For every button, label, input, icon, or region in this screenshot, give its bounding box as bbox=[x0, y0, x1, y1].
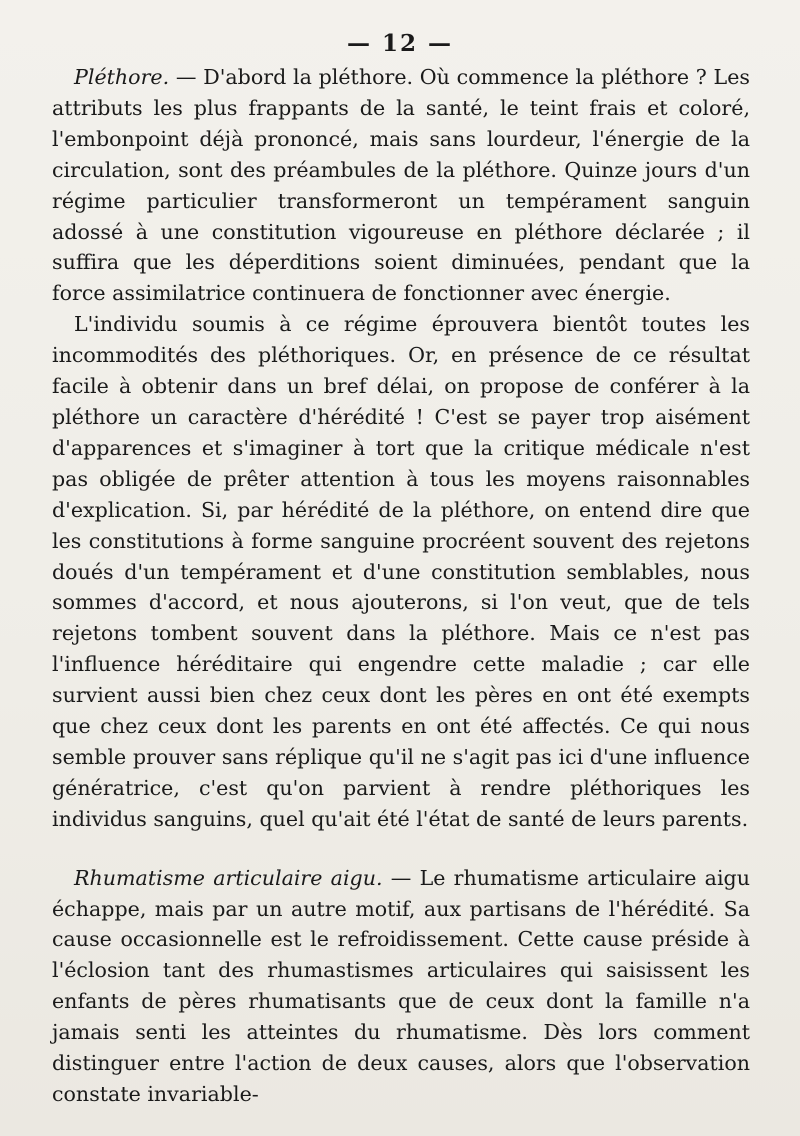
section-gap bbox=[52, 835, 750, 863]
section-heading-plethore: Pléthore. bbox=[74, 65, 170, 89]
paragraph-text: — Le rhumatisme articulaire aigu échappe, mais par un autre motif, aux partisans de l'hérédité. Sa cause occasionnelle est le refroidissement. Cette cause préside à l'éclosion tant des rhumastismes articulaires qui saisissent les enfants de pères rhumatisants que de ceux dont la famille n'a jamais senti les atteintes du rhumatisme. Dès lors comment distinguer entre l'action de deux causes, alors que l'observation constate invariable- bbox=[52, 865, 750, 1106]
paragraph-rhumatisme bbox=[52, 863, 750, 1110]
page-body bbox=[52, 62, 750, 1110]
paragraph-plethore-body: L'individu soumis à ce régime éprouvera bientôt toutes les incommodités des pléthoriques. Or, en présence de ce résultat facile à obtenir dans un bref délai, on propose de conférer à la pléthore un caractère d'hérédité ! C'est se payer trop aisément d'apparences et s'imaginer à tort que la critique médicale n'est pas obligée de prêter attention à tous les moyens raisonnables d'explication. Si, par hérédité de la pléthore, on entend dire que les constitutions à forme sanguine procréent souvent des rejetons doués d'un tempérament et d'une constitution semblables, nous sommes d'accord, et nous ajouterons, si l'on veut, que de tels rejetons tombent souvent dans la pléthore. Mais ce n'est pas l'influence héréditaire qui engendre cette maladie ; car elle survient aussi bien chez ceux dont les pères en ont été exempts que chez ceux dont les parents en ont été affectés. Ce qui nous semble prouver sans réplique qu'il ne s'agit pas ici d'une influence génératrice, c'est qu'on parvient à rendre pléthoriques les individus sanguins, quel qu'ait été l'état de santé de leurs parents. bbox=[52, 312, 750, 831]
paragraph-plethore-intro bbox=[52, 62, 750, 309]
section-heading-rhumatisme: Rhumatisme articulaire aigu. bbox=[74, 865, 383, 890]
page-number: — 12 — bbox=[346, 30, 454, 57]
paragraph-text: — D'abord la pléthore. Où commence la pléthore ? Les attributs les plus frappants de la santé, le teint frais et coloré, l'embonpoint déjà prononcé, mais sans lourdeur, l'énergie de la circulation, sont des préambules de la pléthore. Quinze jours d'un régime particulier transformeront un tempérament sanguin adossé à une constitution vigoureuse en pléthore déclarée ; il suffira que les déperditions soient diminuées, pendant que la force assimilatrice continuera de fonctionner avec énergie. bbox=[52, 65, 750, 306]
